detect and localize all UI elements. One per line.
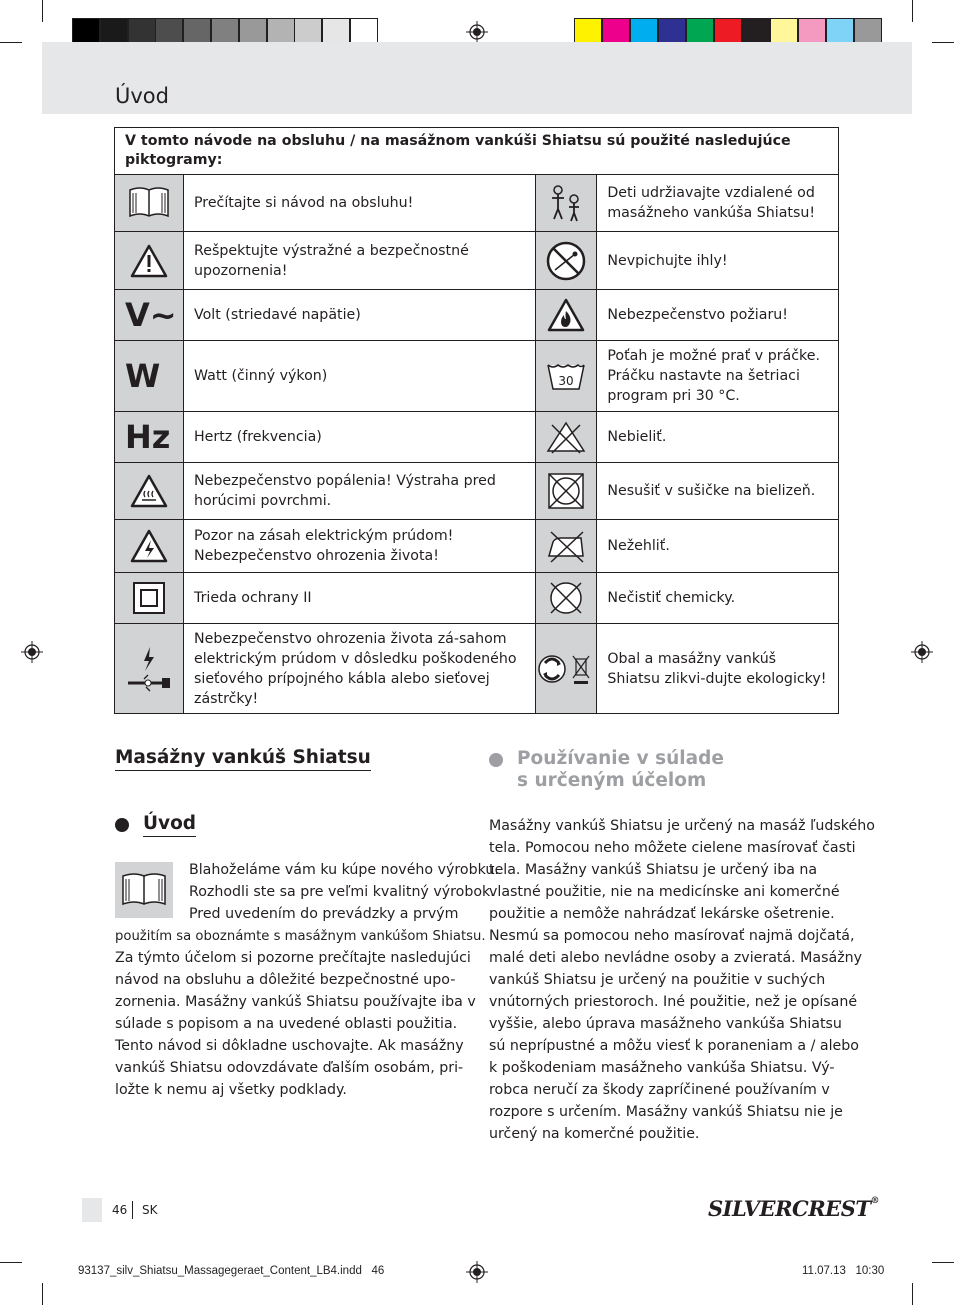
- intended-use-line: použitie a nemôže nahrádzať lekárske ošetrenie.: [489, 906, 835, 922]
- intro-line: použitím sa oboznámte s masážnym vankúšom Shiatsu.: [115, 929, 486, 944]
- intro-line: ložte k nemu aj všetky podklady.: [115, 1082, 347, 1098]
- table-cell: Pozor na zásah elektrickým prúdom! Nebezpečenstvo ohrozenia života!: [184, 520, 536, 573]
- no-tumble-dry-icon: [536, 463, 597, 520]
- language-code: SK: [142, 1203, 158, 1217]
- product-heading: Masážny vankúš Shiatsu: [115, 747, 371, 771]
- wash-temperature-label: 30: [558, 374, 574, 388]
- no-bleach-icon: [536, 412, 597, 463]
- damaged-cable-icon: [115, 624, 184, 714]
- volt-icon: V~: [115, 290, 184, 341]
- crop-mark: [42, 1283, 43, 1305]
- crop-mark: [0, 1262, 22, 1263]
- watt-icon: W: [115, 341, 184, 412]
- table-cell: Hertz (frekvencia): [184, 412, 536, 463]
- intended-use-line: vlastné použitie, nie na medicínske ani komerčné: [489, 884, 840, 900]
- registration-mark-icon: [466, 1261, 488, 1283]
- table-cell: Nevpichujte ihly!: [597, 232, 839, 290]
- electric-shock-icon: [115, 520, 184, 573]
- bullet-icon: [115, 818, 129, 832]
- recycling-icon: [536, 624, 597, 714]
- intended-use-line: malé deti alebo nevládne osoby a zvieratá. Masážny: [489, 950, 863, 966]
- intro-line: návod na obsluhu a dôležité bezpečnostné upo-: [115, 972, 456, 988]
- intended-use-heading: Používanie v súlade: [517, 748, 724, 769]
- footer-band: [82, 1198, 102, 1222]
- keep-away-children-icon: [536, 175, 597, 232]
- brand-silver: SILVER: [708, 1196, 793, 1221]
- intro-line: zornenia. Masážny vankúš Shiatsu používajte iba v: [115, 994, 476, 1010]
- warning-icon: [115, 232, 184, 290]
- intended-use-line: robca neručí za škody zapríčinené používaním v: [489, 1082, 830, 1098]
- intro-line: vankúš Shiatsu odovzdávate ďalším osobám, pri-: [115, 1060, 464, 1076]
- no-dry-clean-icon: [536, 573, 597, 624]
- print-date-info: 11.07.13 10:30: [802, 1265, 885, 1277]
- hot-surface-icon: [115, 463, 184, 520]
- header-band: [42, 42, 912, 114]
- intended-use-heading-line2: s určeným účelom: [517, 770, 707, 791]
- crop-mark: [912, 0, 913, 22]
- intended-use-line: sú neprípustné a môžu viesť k poraneniam a / alebo: [489, 1038, 859, 1054]
- print-file-info: 93137_silv_Shiatsu_Massagegeraet_Content_LB4.indd 46: [78, 1265, 385, 1277]
- intended-use-line: tela. Pomocou neho môžete cielene masírovať časti: [489, 840, 856, 856]
- pictogram-table-heading: V tomto návode na obsluhu / na masážnom vankúši Shiatsu sú použité nasledujúce piktogramy:: [115, 128, 839, 175]
- crop-mark: [932, 1262, 954, 1263]
- footer-divider: [132, 1201, 133, 1219]
- book-icon: [115, 175, 184, 232]
- intro-line: Pred uvedením do prevádzky a prvým: [189, 906, 459, 922]
- intro-line: Tento návod si dôkladne uschovajte. Ak masážny: [115, 1038, 464, 1054]
- crop-mark: [0, 42, 22, 43]
- bullet-icon: [489, 753, 503, 767]
- intended-use-line: tela. Masážny vankúš Shiatsu je určený iba na: [489, 862, 818, 878]
- table-cell: Prečítajte si návod na obsluhu!: [184, 175, 536, 232]
- brand-mark: ®: [870, 1196, 879, 1206]
- table-cell: Nebezpečenstvo popálenia! Výstraha pred horúcimi povrchmi.: [184, 463, 536, 520]
- wash-30-icon: [536, 341, 597, 412]
- intended-use-line: Nesmú sa pomocou neho masírovať najmä dojčatá,: [489, 928, 855, 944]
- intended-use-line: vankúš Shiatsu je určený na použitie v suchých: [489, 972, 826, 988]
- intended-use-line: určený na komerčné použitie.: [489, 1126, 700, 1142]
- table-cell: Watt (činný výkon): [184, 341, 536, 412]
- intro-line: Za týmto účelom si pozorne prečítajte nasledujúci: [115, 950, 471, 966]
- crop-mark: [912, 1283, 913, 1305]
- intro-line: Rozhodli ste sa pre veľmi kvalitný výrobok.: [189, 884, 495, 900]
- intended-use-line: Masážny vankúš Shiatsu je určený na masáž ľudského: [489, 818, 875, 834]
- protection-class-2-icon: [115, 573, 184, 624]
- table-cell: Nebezpečenstvo ohrozenia života zá-sahom elektrickým prúdom v dôsledku poškodeného sieťového prípojného kábla alebo sieťovej zástrčky!: [184, 624, 536, 714]
- page-number: 46: [112, 1203, 128, 1217]
- intended-use-line: rozpore s určením. Masážny vankúš Shiatsu nie je: [489, 1104, 843, 1120]
- no-iron-icon: [536, 520, 597, 573]
- table-cell: Nesušiť v sušičke na bielizeň.: [597, 463, 839, 520]
- table-cell: Obal a masážny vankúš Shiatsu zlikvi-dujte ekologicky!: [597, 624, 839, 714]
- brand-logo: [708, 1196, 879, 1221]
- table-cell: Deti udržiavajte vzdialené od masážneho vankúša Shiatsu!: [597, 175, 839, 232]
- table-cell: Nečistiť chemicky.: [597, 573, 839, 624]
- registration-mark-icon: [466, 21, 488, 43]
- brand-crest: CREST: [792, 1196, 871, 1221]
- intro-heading: Úvod: [143, 813, 196, 837]
- intended-use-line: k poškodeniam masážneho vankúša Shiatsu. Vý-: [489, 1060, 835, 1076]
- crop-mark: [42, 0, 43, 22]
- book-icon: [115, 862, 173, 918]
- no-needles-icon: [536, 232, 597, 290]
- table-cell: Rešpektujte výstražné a bezpečnostné upozornenia!: [184, 232, 536, 290]
- intended-use-line: vnútorných priestoroch. Iné použitie, než je opísané: [489, 994, 858, 1010]
- table-cell: Nebieliť.: [597, 412, 839, 463]
- table-cell: Nebezpečenstvo požiaru!: [597, 290, 839, 341]
- table-cell: Trieda ochrany II: [184, 573, 536, 624]
- crop-mark: [932, 42, 954, 43]
- registration-mark-icon: [21, 641, 43, 663]
- fire-hazard-icon: [536, 290, 597, 341]
- pictogram-table: [114, 127, 839, 714]
- table-cell: Poťah je možné prať v práčke. Práčku nastavte na šetriaci program pri 30 °C.: [597, 341, 839, 412]
- intended-use-line: vyššie, alebo úprava masážneho vankúša Shiatsu: [489, 1016, 842, 1032]
- page-title: Úvod: [115, 84, 169, 108]
- hertz-icon: Hz: [115, 412, 184, 463]
- table-cell: Nežehliť.: [597, 520, 839, 573]
- intro-line: Blahoželáme vám ku kúpe nového výrobku.: [189, 862, 499, 878]
- intro-line: súlade s popisom a na uvedené oblasti použitia.: [115, 1016, 458, 1032]
- table-cell: Volt (striedavé napätie): [184, 290, 536, 341]
- registration-mark-icon: [911, 641, 933, 663]
